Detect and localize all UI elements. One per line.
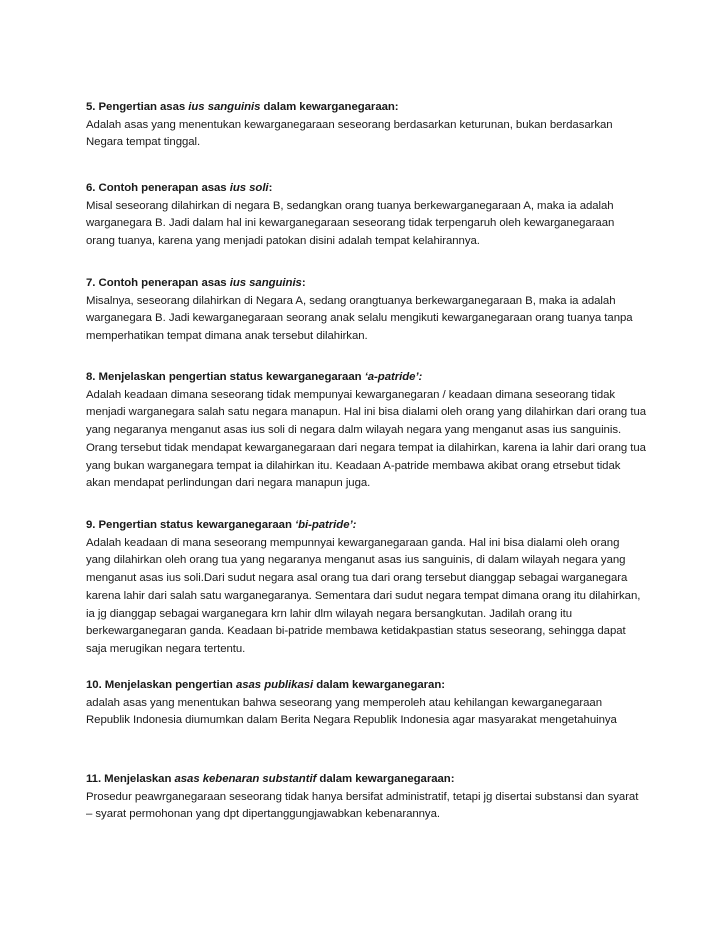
- section-5: [86, 99, 646, 152]
- section-body: Misal seseorang dilahirkan di negara B, sedangkan orang tuanya berkewarganegaraan A, maka ia adalah warganegara B. Jadi dalam hal ini kewarganegaraan seseorang tidak terpengaruh oleh kewarganegaraan orang tuanya, karena yang menjadi patokan disini adalah tempat kelahirannya.: [86, 199, 615, 248]
- section-heading: 7. Contoh penerapan asas ius sanguinis:: [86, 277, 306, 289]
- section-heading: 6. Contoh penerapan asas ius soli:: [86, 182, 273, 194]
- section-heading: 8. Menjelaskan pengertian status kewarganegaraan ‘a-patride’:: [86, 371, 423, 383]
- section-heading: 10. Menjelaskan pengertian asas publikasi dalam kewarganegaran:: [86, 679, 445, 691]
- section-11: [86, 771, 646, 824]
- section-heading: 5. Pengertian asas ius sanguinis dalam kewarganegaraan:: [86, 101, 399, 113]
- section-body: Adalah asas yang menentukan kewarganegaraan seseorang berdasarkan keturunan, bukan berdasarkan Negara tempat tinggal.: [86, 118, 613, 149]
- section-9: [86, 517, 646, 659]
- section-body: Misalnya, seseorang dilahirkan di Negara A, sedang orangtuanya berkewarganegaraan B, maka ia adalah warganegara B. Jadi kewarganegaraan seorang anak selalu mengikuti kewarganegaraan orang tuanya tanpa memperhatikan tempat dimana anak tersebut dilahirkan.: [86, 294, 633, 343]
- section-heading: 11. Menjelaskan asas kebenaran substantif dalam kewarganegaraan:: [86, 773, 455, 785]
- section-heading: 9. Pengertian status kewarganegaraan ‘bi-patride’:: [86, 519, 357, 531]
- section-6: [86, 180, 646, 251]
- section-8: [86, 369, 646, 493]
- section-10: [86, 677, 646, 730]
- section-body: Adalah keadaan dimana seseorang tidak mempunyai kewarganegaran / keadaan dimana seseorang tidak menjadi warganegara salah satu negara manapun. Hal ini bisa dialami oleh orang yang dilahirkan dari orang tua yang negaranya menganut asas ius soli di negara dalm wilayah negara yang menganut asas ius sanguinis. Orang tersebut tidak mendapat kewarganegaraan dari negara tempat ia dilahirkan, karena ia lahir dari orang tua yang bukan warganegara tempat ia dilahirkan itu. Keadaan A-patride membawa akibat orang etrsebut tidak akan mendapat perlindungan dari negara manapun juga.: [86, 388, 647, 490]
- section-body: Prosedur peawrganegaraan seseorang tidak hanya bersifat administratif, tetapi jg disertai substansi dan syarat – syarat permohonan yang dpt dipertanggungjawabkan kebenarannya.: [86, 790, 639, 821]
- section-body: adalah asas yang menentukan bahwa seseorang yang memperoleh atau kehilangan kewarganegaraan Republik Indonesia diumumkan dalam Berita Negara Republik Indonesia agar masyarakat mengetahuinya: [86, 696, 617, 727]
- section-7: [86, 275, 646, 346]
- section-body: Adalah keadaan di mana seseorang mempunnyai kewarganegaraan ganda. Hal ini bisa dialami oleh orang yang dilahirkan oleh orang tua yang negaranya menganut asas ius sanguinis, di dalam wilayah negara yang menganut asas ius soli.Dari sudut negara asal orang tua dari orang tersebut dianggap sebagai warganegara karena lahir dari salah satu warganegaranya. Sementara dari sudut negara tempat dimana orang itu dilahirkan, ia jg dianggap sebagai warganegara krn lahir dlm wilayah negara bersangkutan. Jadilah orang itu berkewarganegaran ganda. Keadaan bi-patride membawa ketidakpastian status seseorang, sehingga dapat saja merugikan negara tertentu.: [86, 536, 641, 655]
